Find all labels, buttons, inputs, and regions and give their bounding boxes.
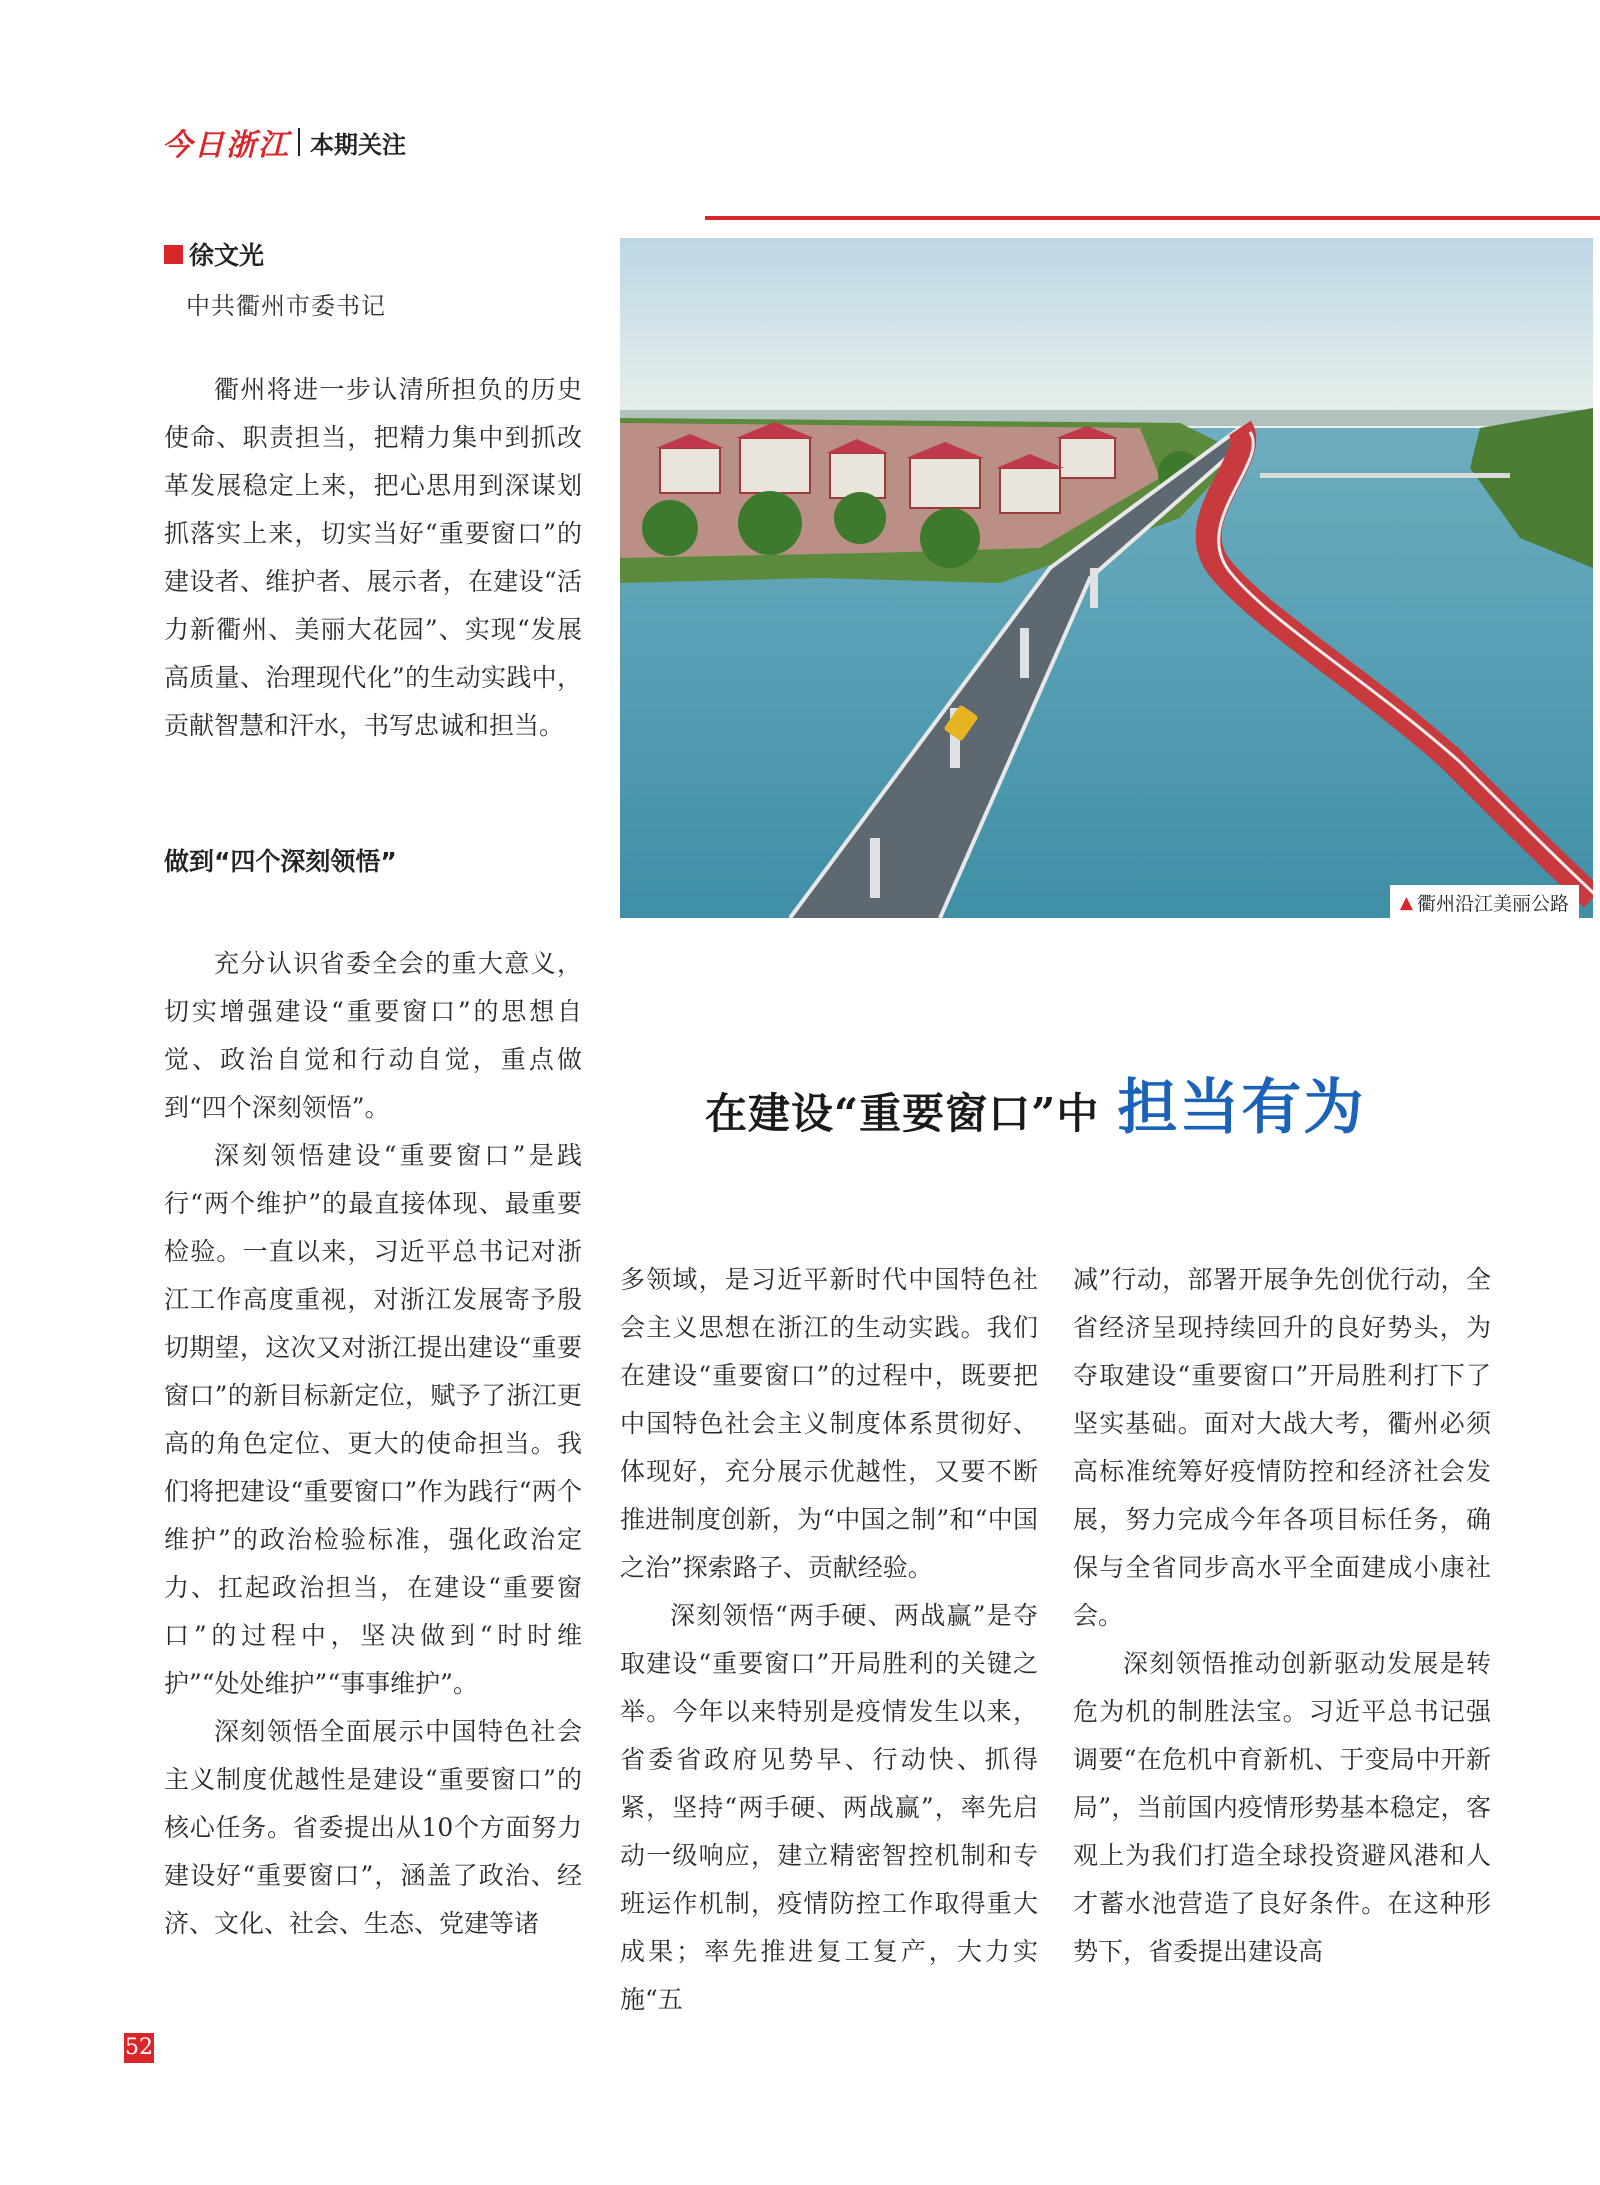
red-square-icon [164,245,183,264]
section-label: 本期关注 [310,130,406,159]
photo-caption [1390,885,1579,918]
column-2 [620,1256,1038,2024]
caption-text: 衢州沿江美丽公路 [1416,893,1569,915]
paragraph: 充分认识省委全会的重大意义，切实增强建设“重要窗口”的思想自觉、政治自觉和行动自觉，重点做到“四个深刻领悟”。 [164,949,582,1122]
photo-illustration [620,238,1593,918]
column-3 [1073,1256,1491,1976]
paragraph-continued: 减”行动，部署开展争先创优行动，全省经济呈现持续回升的良好势头，为夺取建设“重要窗口”开局胜利打下了坚实基础。面对大战大考，衢州必须高标准统筹好疫情防控和经济社会发展，努力完成今年各项目标任务，确保与全省同步高水平全面建成小康社会。 [1073,1265,1491,1630]
magazine-logo: 今日浙江 [162,128,290,163]
page-number: 52 [124,2033,154,2063]
paragraph: 深刻领悟建设“重要窗口”是践行“两个维护”的最直接体现、最重要检验。一直以来，习近平总书记对浙江工作高度重视，对浙江发展寄予殷切期望，这次又对浙江提出建设“重要窗口”的新目标新定位，赋予了浙江更高的角色定位、更大的使命担当。我们将把建设“重要窗口”作为践行“两个维护”的政治检验标准，强化政治定力、扛起政治担当，在建设“重要窗口”的过程中，坚决做到“时时维护”“处处维护”“事事维护”。 [164,1141,582,1698]
intro-paragraph: 衢州将进一步认清所担负的历史使命、职责担当，把精力集中到抓改革发展稳定上来，把心思用到深谋划抓落实上来，切实当好“重要窗口”的建设者、维护者、展示者，在建设“活力新衢州、美丽大花园”、实现“发展高质量、治理现代化”的生动实践中，贡献智慧和汗水，书写忠诚和担当。 [164,375,582,740]
masthead [162,122,406,162]
author-block [164,236,386,321]
section-subheading: 做到“四个深刻领悟” [164,847,397,876]
river-road-photo [620,238,1593,918]
masthead-divider [298,128,300,156]
column-1-body [164,940,582,1948]
column-1-intro [164,366,582,750]
paragraph: 深刻领悟推动创新驱动发展是转危为机的制胜法宝。习近平总书记强调要“在危机中育新机、于变局中开新局”，当前国内疫情形势基本稳定，客观上为我们打造全球投资避风港和人才蓄水池营造了良好条件。在这种形势下，省委提出建设高 [1073,1649,1491,1966]
author-name-line [164,236,386,272]
headline-accent: 担当有为 [1117,1073,1366,1143]
author-title: 中共衢州市委书记 [186,292,386,320]
top-red-rule [705,216,1600,220]
headline-main: 在建设“重要窗口”中 [705,1089,1100,1138]
author-name: 徐文光 [189,241,265,270]
paragraph-continued: 多领域，是习近平新时代中国特色社会主义思想在浙江的生动实践。我们在建设“重要窗口”的过程中，既要把中国特色社会主义制度体系贯彻好、体现好，充分展示优越性，又要不断推进制度创新，为“中国之制”和“中国之治”探索路子、贡献经验。 [620,1265,1038,1582]
paragraph: 深刻领悟全面展示中国特色社会主义制度优越性是建设“重要窗口”的核心任务。省委提出从10个方面努力建设好“重要窗口”，涵盖了政治、经济、文化、社会、生态、党建等诸 [164,1717,582,1938]
caption-triangle-icon: ▲ [1399,892,1413,913]
paragraph: 深刻领悟“两手硬、两战赢”是夺取建设“重要窗口”开局胜利的关键之举。今年以来特别是疫情发生以来，省委省政府见势早、行动快、抓得紧，坚持“两手硬、两战赢”，率先启动一级响应，建立精密智控机制和专班运作机制，疫情防控工作取得重大成果；率先推进复工复产，大力实施“五 [620,1601,1038,2014]
article-headline [705,1060,1365,1146]
